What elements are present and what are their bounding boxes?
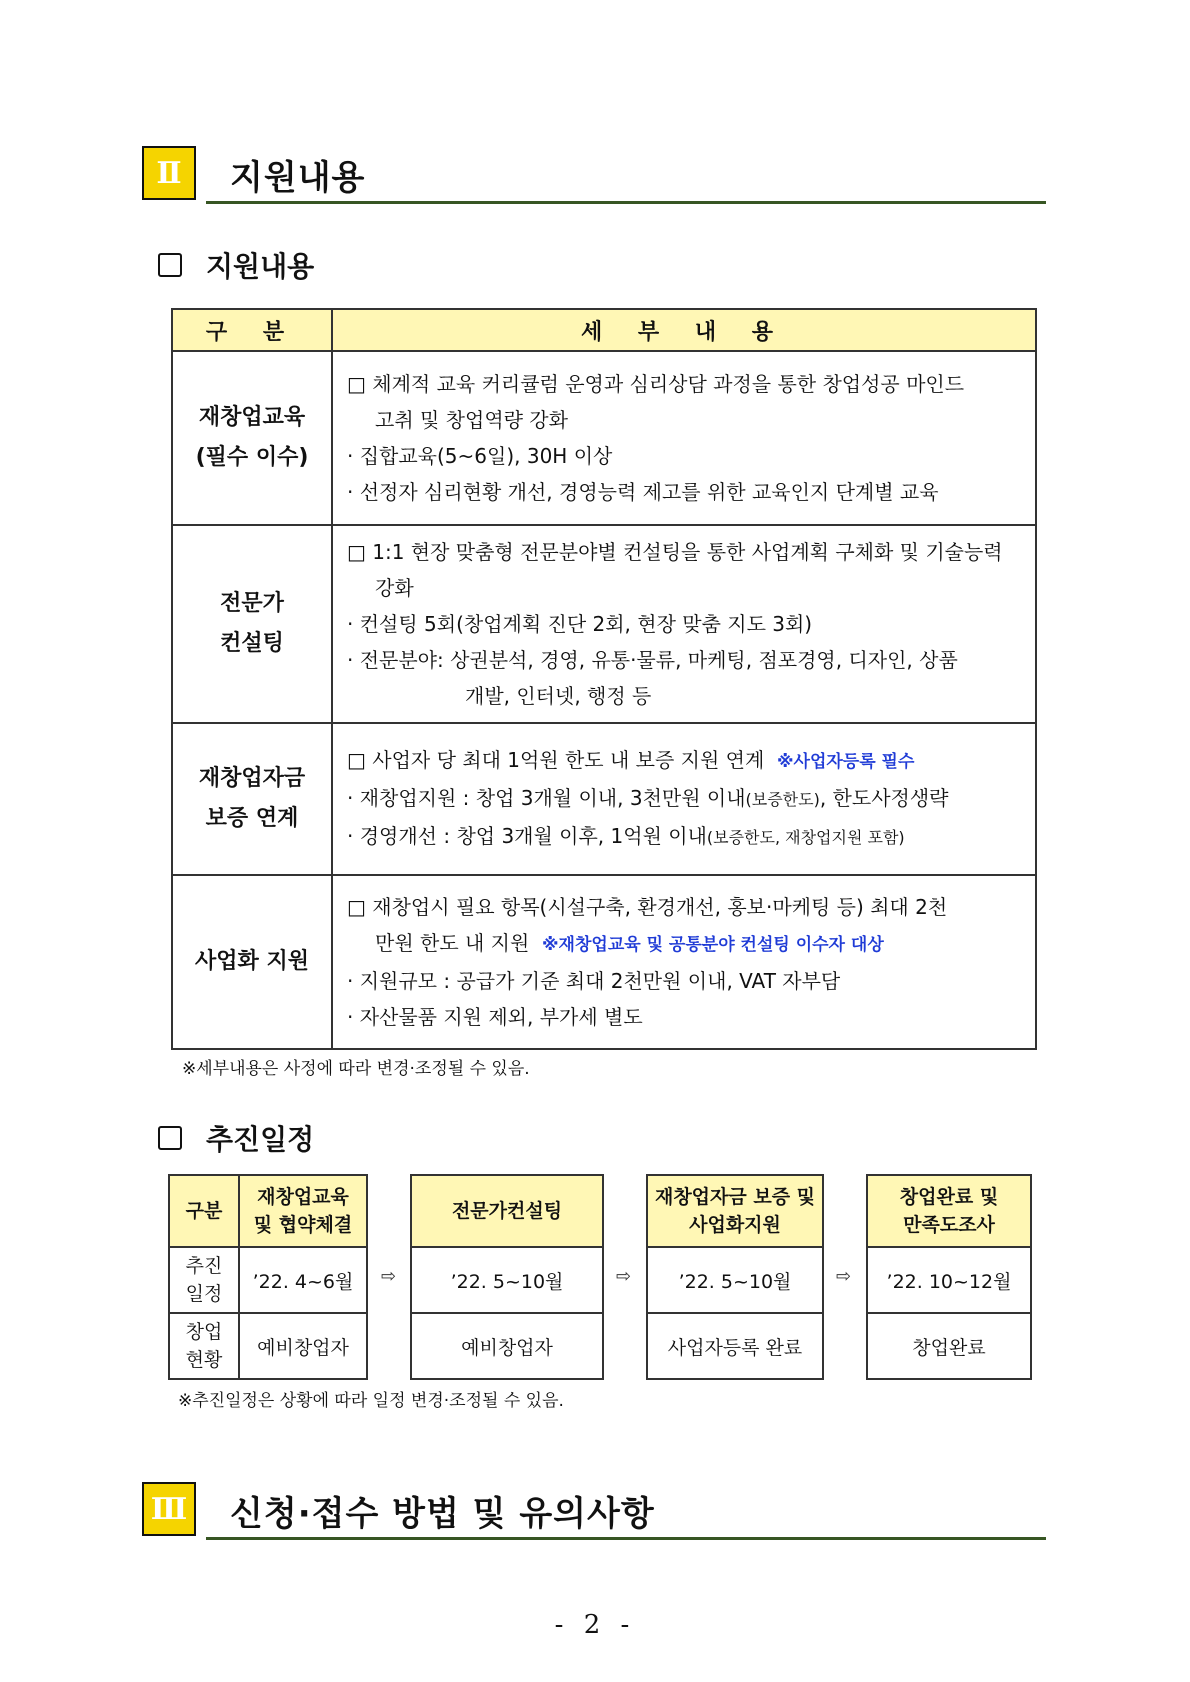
- step-title: 재창업교육 및 협약체결: [239, 1175, 367, 1247]
- category-line: 컨설팅: [220, 631, 284, 656]
- row-category: [172, 351, 332, 525]
- row-label-period: 추진 일정: [169, 1247, 239, 1313]
- detail-line: · 컨설팅 5회(창업계획 진단 2회, 현장 맞춤 지도 3회): [347, 612, 813, 636]
- detail-line: [347, 742, 1025, 780]
- header-details: 세 부 내 용: [332, 309, 1036, 351]
- category-line: 재창업교육: [198, 405, 306, 430]
- schedule-footnote: ※추진일정은 상황에 따라 일정 변경·조정될 수 있음.: [178, 1391, 564, 1411]
- highlight-note: ※사업자등록 필수: [777, 752, 915, 772]
- detail-text: □ 사업자 당 최대 1억원 한도 내 보증 지원 연계: [347, 748, 765, 772]
- row-details: [332, 875, 1036, 1049]
- row-category: [172, 875, 332, 1049]
- checkbox-bullet-icon: [158, 1126, 182, 1150]
- support-content-table: [171, 308, 1037, 1050]
- table-header-row: [172, 309, 1036, 351]
- detail-text: , 한도사정생략: [819, 786, 949, 810]
- step-period: ’22. 5~10월: [647, 1247, 823, 1313]
- subsection-title: 지원내용: [206, 250, 315, 283]
- section-number-box: Ⅱ: [142, 146, 196, 200]
- schedule-step-1: [168, 1174, 368, 1380]
- step-period: ’22. 4~6월: [239, 1247, 367, 1313]
- arrow-right-icon: ⇨: [381, 1266, 397, 1287]
- section-underline: [206, 1537, 1046, 1540]
- step-status: 창업완료: [867, 1313, 1031, 1379]
- category-line: 사업화 지원: [195, 949, 309, 974]
- detail-line: 개발, 인터넷, 행정 등: [465, 684, 652, 708]
- detail-line: · 지원규모 : 공급가 기준 최대 2천만원 이내, VAT 자부담: [347, 969, 841, 993]
- schedule-step-2: [410, 1174, 604, 1380]
- detail-small-text: (보증한도): [745, 790, 820, 809]
- detail-line: [347, 925, 1025, 963]
- section-underline: [206, 201, 1046, 204]
- detail-text: 만원 한도 내 지원: [375, 931, 530, 955]
- step-period: ’22. 5~10월: [411, 1247, 603, 1313]
- schedule-step-4: [866, 1174, 1032, 1380]
- row-label-category: 구분: [169, 1175, 239, 1247]
- step-period: ’22. 10~12월: [867, 1247, 1031, 1313]
- arrow-right-icon: ⇨: [836, 1266, 852, 1287]
- category-line: (필수 이수): [195, 445, 309, 470]
- detail-line: [347, 818, 1025, 856]
- arrow-right-icon: ⇨: [616, 1266, 632, 1287]
- row-category: [172, 525, 332, 723]
- category-line: 전문가: [220, 591, 284, 616]
- highlight-note: ※재창업교육 및 공통분야 컨설팅 이수자 대상: [542, 935, 884, 955]
- step-title: 전문가컨설팅: [411, 1175, 603, 1247]
- subsection-support-content: [158, 247, 314, 283]
- detail-line: 강화: [375, 576, 414, 600]
- detail-line: · 전문분야: 상권분석, 경영, 유통·물류, 마케팅, 점포경영, 디자인, 상품: [347, 648, 958, 672]
- step-status: 예비창업자: [411, 1313, 603, 1379]
- schedule-step-3: [646, 1174, 824, 1380]
- table-row: [172, 723, 1036, 875]
- table-footnote: ※세부내용은 사정에 따라 변경·조정될 수 있음.: [182, 1059, 530, 1079]
- detail-text: · 경영개선 : 창업 3개월 이후, 1억원 이내: [347, 824, 707, 848]
- detail-line: [347, 780, 1025, 818]
- detail-line: 고취 및 창업역량 강화: [375, 408, 568, 432]
- step-status: 사업자등록 완료: [647, 1313, 823, 1379]
- page-number: - 2 -: [554, 1610, 636, 1640]
- section-2-header: [142, 146, 1046, 204]
- section-number-box: Ⅲ: [142, 1482, 196, 1536]
- subsection-title: 추진일정: [206, 1123, 315, 1156]
- detail-line: · 집합교육(5~6일), 30H 이상: [347, 444, 613, 468]
- checkbox-bullet-icon: [158, 253, 182, 277]
- category-line: 재창업자금: [198, 766, 306, 791]
- header-category: 구 분: [172, 309, 332, 351]
- detail-line: □ 1:1 현장 맞춤형 전문분야별 컨설팅을 통한 사업계획 구체화 및 기술능력: [347, 540, 1003, 564]
- section-title: 신청·접수 방법 및 유의사항: [230, 1494, 655, 1534]
- step-status: 예비창업자: [239, 1313, 367, 1379]
- step-title: 재창업자금 보증 및 사업화지원: [647, 1175, 823, 1247]
- row-label-status: 창업 현황: [169, 1313, 239, 1379]
- detail-small-text: (보증한도, 재창업지원 포함): [706, 828, 905, 847]
- table-row: [172, 351, 1036, 525]
- detail-line: □ 체계적 교육 커리큘럼 운영과 심리상담 과정을 통한 창업성공 마인드: [347, 372, 965, 396]
- step-title: 창업완료 및 만족도조사: [867, 1175, 1031, 1247]
- row-details: [332, 351, 1036, 525]
- table-row: [172, 875, 1036, 1049]
- section-title: 지원내용: [230, 158, 366, 198]
- table-row: [172, 525, 1036, 723]
- detail-text: · 재창업지원 : 창업 3개월 이내, 3천만원 이내: [347, 786, 746, 810]
- detail-line: □ 재창업시 필요 항목(시설구축, 환경개선, 홍보·마케팅 등) 최대 2천: [347, 895, 948, 919]
- section-3-header: [142, 1482, 1046, 1540]
- detail-line: · 선정자 심리현황 개선, 경영능력 제고를 위한 교육인지 단계별 교육: [347, 480, 939, 504]
- row-category: [172, 723, 332, 875]
- category-line: 보증 연계: [205, 806, 299, 831]
- detail-line: · 자산물품 지원 제외, 부가세 별도: [347, 1005, 643, 1029]
- row-details: [332, 723, 1036, 875]
- row-details: [332, 525, 1036, 723]
- subsection-schedule: [158, 1120, 314, 1156]
